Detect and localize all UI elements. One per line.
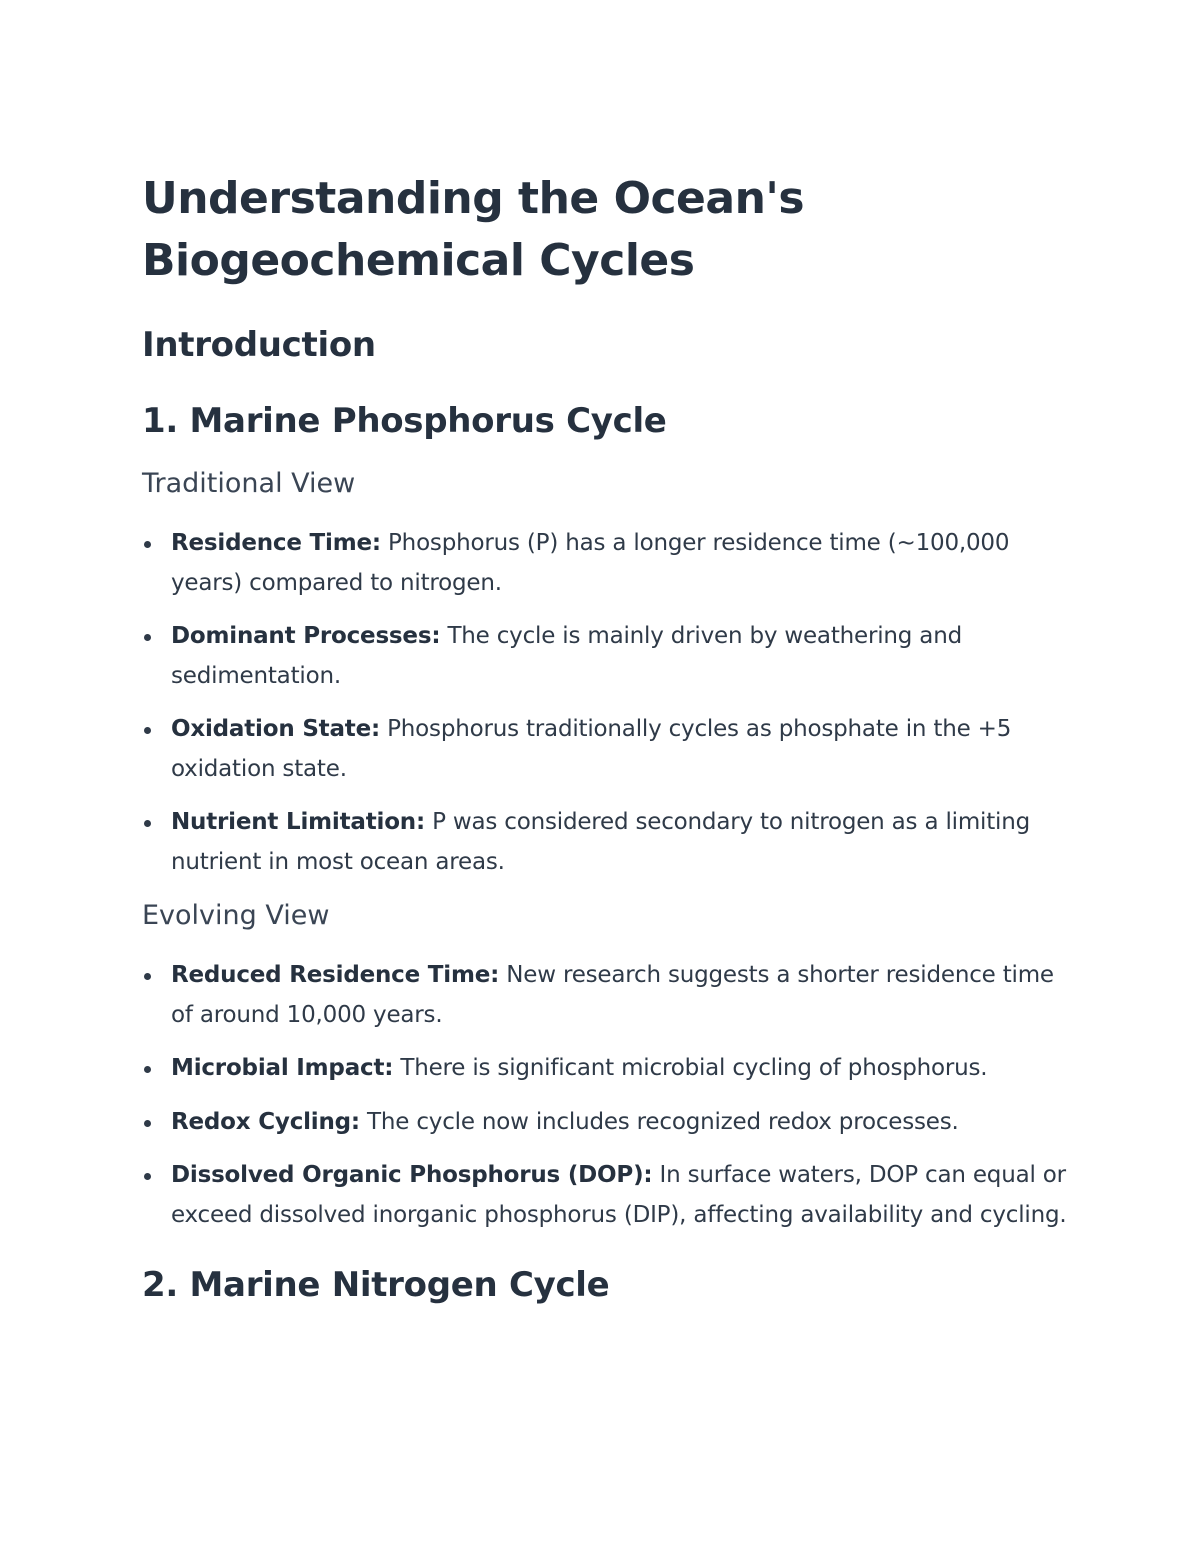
item-text: There is significant microbial cycling of phosphorus. <box>393 1055 988 1081</box>
item-term: Residence Time: <box>171 530 381 556</box>
item-term: Oxidation State: <box>171 716 380 742</box>
list-item <box>142 1103 1072 1143</box>
item-term: Dominant Processes: <box>171 623 441 649</box>
phosphorus-section-heading: 1. Marine Phosphorus Cycle <box>142 401 667 441</box>
item-text: In surface waters, DOP can equal or exceed dissolved inorganic phosphorus (DIP), affecting availability and cycling. <box>171 1162 1067 1228</box>
list-item <box>142 524 1072 603</box>
item-term: Nutrient Limitation: <box>171 809 425 835</box>
item-text: The cycle is mainly driven by weathering and sedimentation. <box>171 623 962 689</box>
evolving-view-list <box>142 956 1072 1235</box>
document-title <box>142 168 1072 292</box>
item-text: The cycle now includes recognized redox processes. <box>359 1108 959 1135</box>
item-text: New research suggests a shorter residence time of around 10,000 years. <box>171 962 1054 1028</box>
item-term: Reduced Residence Time: <box>171 962 500 988</box>
list-item <box>142 956 1072 1035</box>
item-text: Phosphorus (P) has a longer residence time (~100,000 years) compared to nitrogen. <box>171 530 1010 596</box>
item-term: Dissolved Organic Phosphorus (DOP): <box>171 1162 653 1188</box>
list-item <box>142 1156 1072 1235</box>
evolving-view-heading: Evolving View <box>142 900 330 931</box>
title-line-1: Understanding the Ocean's <box>142 173 805 224</box>
traditional-view-list <box>142 524 1072 882</box>
introduction-heading: Introduction <box>142 325 376 365</box>
list-item <box>142 1049 1072 1089</box>
item-text: Phosphorus traditionally cycles as phosphate in the +5 oxidation state. <box>171 716 1012 782</box>
list-item <box>142 617 1072 696</box>
nitrogen-section-heading: 2. Marine Nitrogen Cycle <box>142 1265 610 1305</box>
item-term: Microbial Impact: <box>171 1055 394 1081</box>
list-item <box>142 710 1072 789</box>
title-line-2: Biogeochemical Cycles <box>142 235 695 286</box>
traditional-view-heading: Traditional View <box>142 468 356 499</box>
document-page <box>142 168 1072 1307</box>
item-term: Redox Cycling: <box>171 1108 360 1135</box>
item-text: P was considered secondary to nitrogen as a limiting nutrient in most ocean areas. <box>171 809 1031 875</box>
list-item <box>142 803 1072 882</box>
